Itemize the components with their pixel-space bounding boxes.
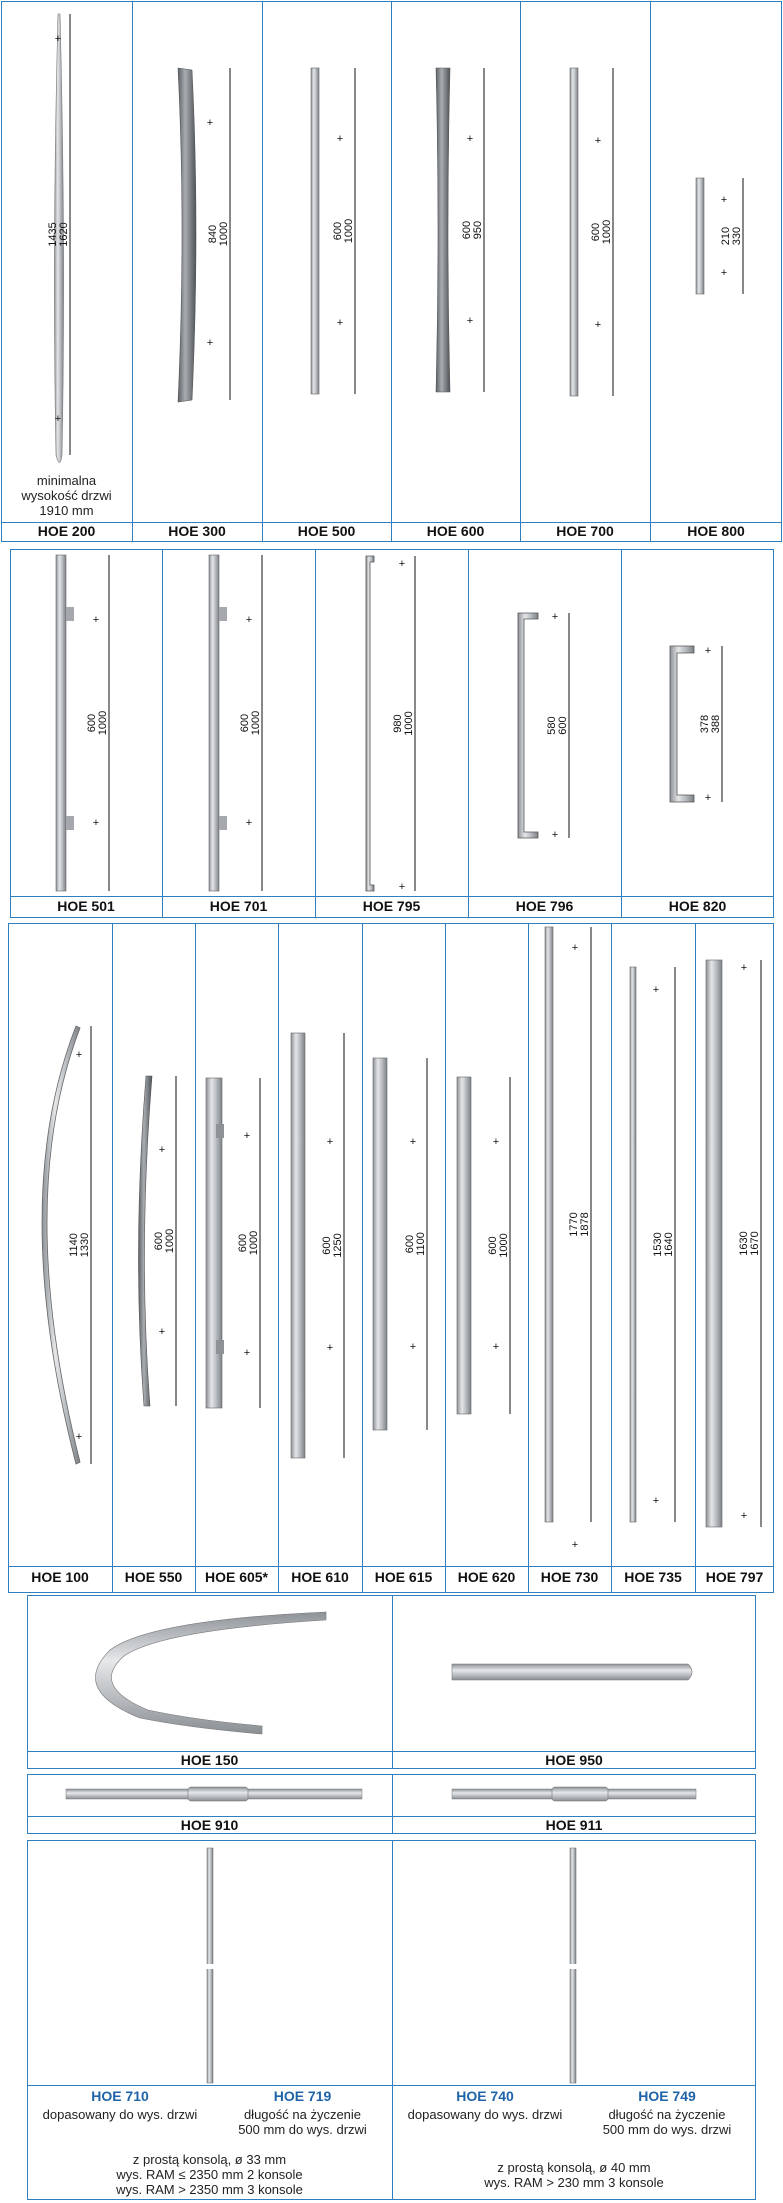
hoe610-handle <box>291 1033 305 1458</box>
caption-hoe500: HOE 500 <box>297 523 356 539</box>
fixing-point-mark: + <box>206 337 214 349</box>
dimension-label: 950 <box>472 220 484 240</box>
hoe911-knob <box>552 1787 608 1801</box>
hoe740-note: dopasowany do wys. drzwi <box>407 2107 563 2122</box>
hoe730-handle <box>545 927 553 1522</box>
dimension-label: 600 <box>237 1233 249 1253</box>
fixing-point-mark: + <box>740 962 748 974</box>
fixing-point-mark: + <box>92 817 100 829</box>
hoe600-handle <box>436 68 450 392</box>
dimension-label: 580 <box>546 716 558 735</box>
dimension-label: 1640 <box>663 1232 675 1257</box>
hoe710-gap <box>205 1964 215 1969</box>
dimension-label: 1100 <box>415 1232 427 1256</box>
fixing-point-mark: + <box>704 645 712 657</box>
dimension-label: 1630 <box>738 1231 750 1256</box>
hoe701-bracket-bottom <box>219 816 227 830</box>
right-footer-note: z prostą konsolą, ø 40 mm wys. RAM > 230 mm 3 konsole <box>484 2160 664 2190</box>
fixing-point-mark: + <box>704 792 712 804</box>
caption-hoe910: HOE 910 <box>180 1817 239 1833</box>
caption-hoe620: HOE 620 <box>457 1569 516 1585</box>
fixing-point-mark: + <box>92 614 100 626</box>
dimension-label: 980 <box>392 714 404 733</box>
dimension-label: 1000 <box>498 1233 510 1258</box>
caption-hoe820: HOE 820 <box>668 898 727 914</box>
dimension-label: 600 <box>153 1231 165 1251</box>
hoe719-note: długość na życzenie 500 mm do wys. drzwi <box>238 2107 367 2137</box>
caption-hoe150: HOE 150 <box>180 1752 239 1768</box>
dimension-label: 330 <box>731 226 743 246</box>
dimension-label: 1000 <box>601 219 613 245</box>
hoe701-handle <box>209 555 219 891</box>
dimension-label: 600 <box>404 1234 416 1254</box>
fixing-point-mark: + <box>206 117 214 129</box>
dimension-label: 1878 <box>579 1212 591 1237</box>
caption-hoe550: HOE 550 <box>124 1569 183 1585</box>
fixing-point-mark: + <box>551 611 559 623</box>
hoe701-bracket-top <box>219 607 227 621</box>
hoe501-bracket-top <box>66 607 74 621</box>
fixing-point-mark: + <box>594 319 602 331</box>
fixing-point-mark: + <box>409 1341 417 1353</box>
left-footer-note: z prostą konsolą, ø 33 mm wys. RAM ≤ 2350 mm 2 konsole wys. RAM > 2350 mm 3 konsole <box>116 2152 303 2197</box>
dimension-label: 600 <box>321 1236 333 1255</box>
caption-hoe605: HOE 605* <box>204 1569 269 1585</box>
hoe501-handle <box>56 555 66 891</box>
fixing-point-mark: + <box>398 558 406 570</box>
fixing-point-mark: + <box>398 881 406 893</box>
dimension-label: 600 <box>239 713 251 733</box>
dimension-label: 1140 <box>68 1233 80 1257</box>
hoe300-handle <box>178 68 196 402</box>
hoe605-bracket-bottom <box>216 1340 224 1354</box>
fixing-point-mark: + <box>571 1539 579 1551</box>
dimension-label: 1000 <box>250 710 262 736</box>
fixing-point-mark: + <box>336 133 344 145</box>
hoe950-handle <box>452 1664 692 1680</box>
fixing-point-mark: + <box>243 1130 251 1142</box>
fixing-point-mark: + <box>652 1495 660 1507</box>
hoe700-handle <box>570 68 578 396</box>
hoe550-handle <box>138 1076 152 1406</box>
caption-hoe950: HOE 950 <box>545 1752 603 1768</box>
dimension-label: 1000 <box>403 711 415 736</box>
fixing-point-mark: + <box>720 267 728 279</box>
hoe615-handle <box>373 1058 387 1430</box>
fixing-point-mark: + <box>720 194 728 206</box>
fixing-point-mark: + <box>158 1144 166 1156</box>
dimension-label: 378 <box>699 714 711 734</box>
caption-hoe700: HOE 700 <box>556 523 614 539</box>
caption-hoe710: HOE 710 <box>91 2088 149 2104</box>
dimension-label: 1000 <box>97 710 109 736</box>
hoe501-bracket-bottom <box>66 816 74 830</box>
fixing-point-mark: + <box>54 413 62 425</box>
dimension-label: 1330 <box>79 1232 91 1258</box>
caption-hoe797: HOE 797 <box>705 1569 764 1585</box>
caption-hoe749: HOE 749 <box>638 2088 696 2104</box>
caption-hoe701: HOE 701 <box>209 898 268 914</box>
caption-hoe730: HOE 730 <box>540 1569 599 1585</box>
caption-hoe796: HOE 796 <box>515 898 574 914</box>
caption-hoe795: HOE 795 <box>362 898 421 914</box>
fixing-point-mark: + <box>740 1510 748 1522</box>
hoe797-handle <box>706 960 722 1527</box>
caption-hoe600: HOE 600 <box>426 523 485 539</box>
dimension-label: 600 <box>461 220 473 240</box>
dimension-label: 1530 <box>652 1232 664 1257</box>
dimension-label: 600 <box>590 222 602 242</box>
hoe795-handle <box>366 556 374 891</box>
fixing-point-mark: + <box>571 942 579 954</box>
fixing-point-mark: + <box>54 33 62 45</box>
caption-hoe610: HOE 610 <box>291 1569 349 1585</box>
dimension-label: 1000 <box>248 1230 260 1256</box>
hoe800-handle <box>696 178 704 294</box>
caption-hoe100: HOE 100 <box>31 1569 89 1585</box>
fixing-point-mark: + <box>466 315 474 327</box>
caption-hoe800: HOE 800 <box>687 523 745 539</box>
hoe740-gap <box>568 1964 578 1969</box>
dimension-label: 210 <box>720 226 732 246</box>
dimension-label: 600 <box>487 1236 499 1255</box>
fixing-point-mark: + <box>594 135 602 147</box>
caption-hoe200: HOE 200 <box>37 523 96 539</box>
hoe749-note: długość na życzenie 500 mm do wys. drzwi <box>602 2107 732 2137</box>
hoe150-handle <box>95 1612 326 1734</box>
caption-hoe911: HOE 911 <box>545 1817 603 1833</box>
dimension-label: 600 <box>86 713 98 733</box>
dimension-label: 388 <box>710 714 722 734</box>
caption-hoe501: HOE 501 <box>57 898 115 914</box>
dimension-label: 1000 <box>164 1228 176 1254</box>
dimension-label: 1770 <box>568 1212 580 1237</box>
fixing-point-mark: + <box>75 1431 83 1443</box>
dimension-label: 840 <box>207 224 219 244</box>
dimension-label: 600 <box>332 221 344 241</box>
fixing-point-mark: + <box>492 1341 500 1353</box>
hoe620-handle <box>457 1077 471 1414</box>
fixing-point-mark: + <box>492 1136 500 1148</box>
dimension-label: 1670 <box>749 1231 761 1256</box>
dimension-label: 1000 <box>343 218 355 244</box>
hoe605-bracket-top <box>216 1124 224 1138</box>
dimension-label: 1250 <box>332 1233 344 1258</box>
fixing-point-mark: + <box>326 1342 334 1354</box>
caption-hoe735: HOE 735 <box>624 1569 682 1585</box>
fixing-point-mark: + <box>409 1136 417 1148</box>
hoe796-handle <box>518 613 538 838</box>
caption-hoe300: HOE 300 <box>168 523 226 539</box>
hoe710-note: dopasowany do wys. drzwi <box>42 2107 198 2122</box>
hoe820-handle <box>670 646 694 802</box>
fixing-point-mark: + <box>245 817 253 829</box>
fixing-point-mark: + <box>243 1347 251 1359</box>
dimension-label: 600 <box>557 716 569 735</box>
caption-hoe615: HOE 615 <box>374 1569 433 1585</box>
fixing-point-mark: + <box>336 317 344 329</box>
caption-hoe719: HOE 719 <box>273 2088 332 2104</box>
fixing-point-mark: + <box>245 614 253 626</box>
hoe735-handle <box>630 967 636 1522</box>
fixing-point-mark: + <box>158 1326 166 1338</box>
hoe500-handle <box>311 68 319 394</box>
hoe910-knob <box>188 1787 248 1801</box>
dimension-label: 1620 <box>58 222 70 247</box>
caption-hoe740: HOE 740 <box>456 2088 514 2104</box>
dimension-label: 1435 <box>47 222 59 247</box>
fixing-point-mark: + <box>466 133 474 145</box>
fixing-point-mark: + <box>652 984 660 996</box>
fixing-point-mark: + <box>326 1136 334 1148</box>
hoe200-min-height-note: minimalna wysokość drzwi 1910 mm <box>21 473 112 518</box>
fixing-point-mark: + <box>75 1049 83 1061</box>
dimension-label: 1000 <box>218 221 230 247</box>
fixing-point-mark: + <box>551 829 559 841</box>
